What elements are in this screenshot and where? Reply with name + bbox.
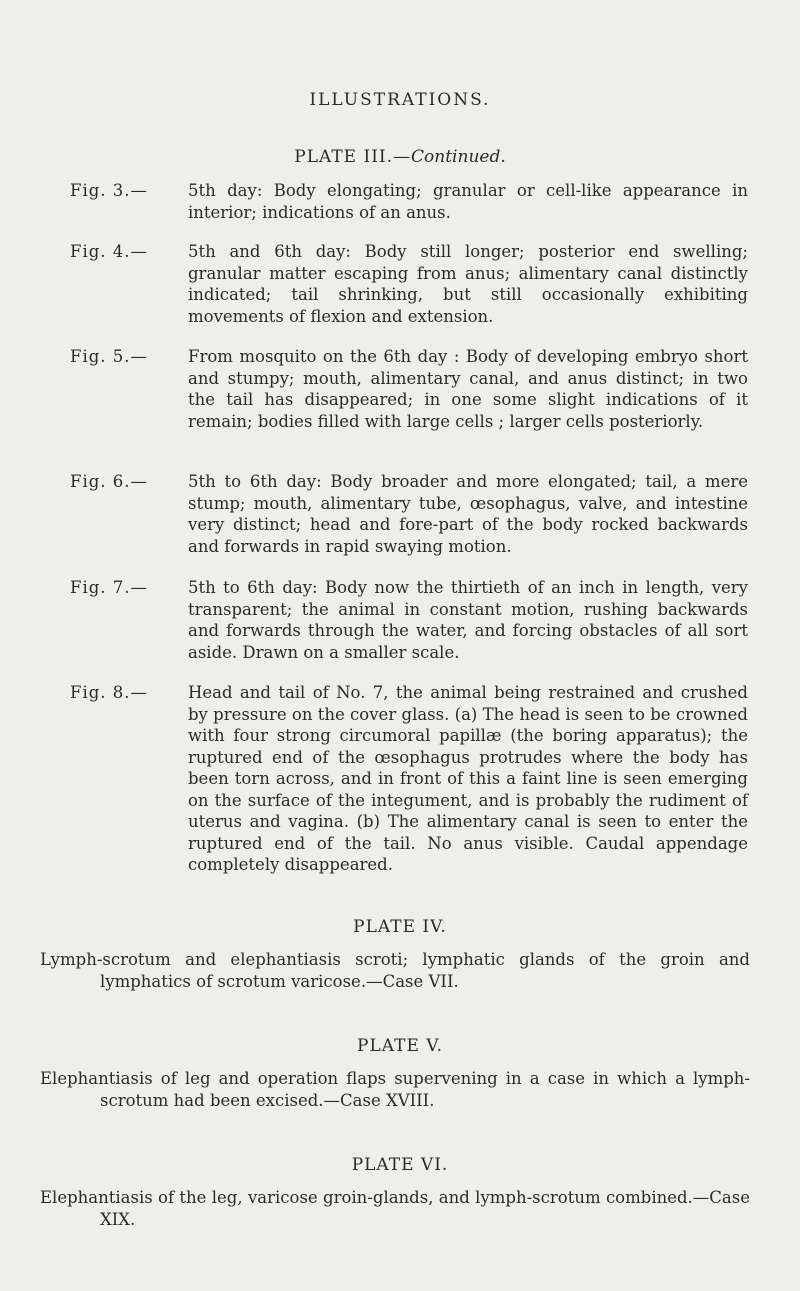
running-head: ILLUSTRATIONS.: [309, 90, 491, 110]
fig-8-label: Fig. 8.—: [70, 683, 149, 702]
fig-3-entry: [70, 180, 748, 223]
fig-3-text: 5th day: Body elongating; granular or cell-like appearance in interior; indications of an anus.: [188, 181, 748, 222]
fig-6-entry: [70, 471, 748, 557]
fig-7-text: 5th to 6th day: Body now the thirtieth of an inch in length, very transparent; the animal in constant motion, rushing backwards and forwards through the water, and forcing obstacles of all sort aside. Drawn on a smaller scale.: [188, 578, 748, 662]
fig-3-label: Fig. 3.—: [70, 181, 149, 200]
fig-6-text: 5th to 6th day: Body broader and more elongated; tail, a mere stump; mouth, alimentary tube, œsophagus, valve, and intestine very distinct; head and fore-part of the body rocked backwards and forwards in rapid swaying motion.: [188, 472, 748, 556]
plate-vi-caption: Elephantiasis of the leg, varicose groin-glands, and lymph-scrotum combined.—Case XIX.: [40, 1188, 750, 1229]
plate-iv-caption: Lymph-scrotum and elephantiasis scroti; lymphatic glands of the groin and lymphatics of scrotum varicose.—Case VII.: [40, 950, 750, 991]
plate-vi-title: PLATE VI.: [351, 1155, 449, 1175]
fig-5-label: Fig. 5.—: [70, 347, 149, 366]
fig-4-label: Fig. 4.—: [70, 242, 149, 261]
plate-iii-heading: [0, 147, 800, 167]
plate-v-title: PLATE V.: [357, 1036, 443, 1056]
fig-8-text: Head and tail of No. 7, the animal being restrained and crushed by pressure on the cover glass. (a) The head is seen to be crowned with four strong circumoral papillæ (the boring apparatus); the ruptured end of the œsophagus protrudes where the body has been torn across, and in front of this a faint line is seen emerging on the surface of the integument, and is probably the rudiment of uterus and vagina. (b) The alimentary canal is seen to enter the ruptured end of the tail. No anus visible. Caudal appendage completely disappeared.: [188, 683, 748, 874]
fig-7-entry: [70, 577, 748, 663]
plate-iii-continued: Continued.: [411, 147, 506, 167]
fig-4-entry: [70, 241, 748, 327]
plate-iv-title: PLATE IV.: [353, 917, 447, 937]
fig-5-entry: [70, 346, 748, 432]
fig-4-text: 5th and 6th day: Body still longer; posterior end swelling; granular matter escaping from anus; alimentary canal distinctly indicated; tail shrinking, but still occasionally exhibiting movements of flexion and extension.: [188, 242, 748, 326]
fig-8-entry: [70, 682, 748, 876]
fig-7-label: Fig. 7.—: [70, 578, 149, 597]
plate-iii-title: PLATE III.—: [294, 147, 412, 167]
fig-5-text: From mosquito on the 6th day : Body of developing embryo short and stumpy; mouth, alimentary canal, and anus distinct; in two the tail has disappeared; in one some slight indications of it remain; bodies filled with large cells ; larger cells posteriorly.: [188, 347, 748, 431]
fig-6-label: Fig. 6.—: [70, 472, 149, 491]
plate-v-caption: Elephantiasis of leg and operation flaps supervening in a case in which a lymph-scrotum had been excised.—Case XVIII.: [40, 1069, 750, 1110]
